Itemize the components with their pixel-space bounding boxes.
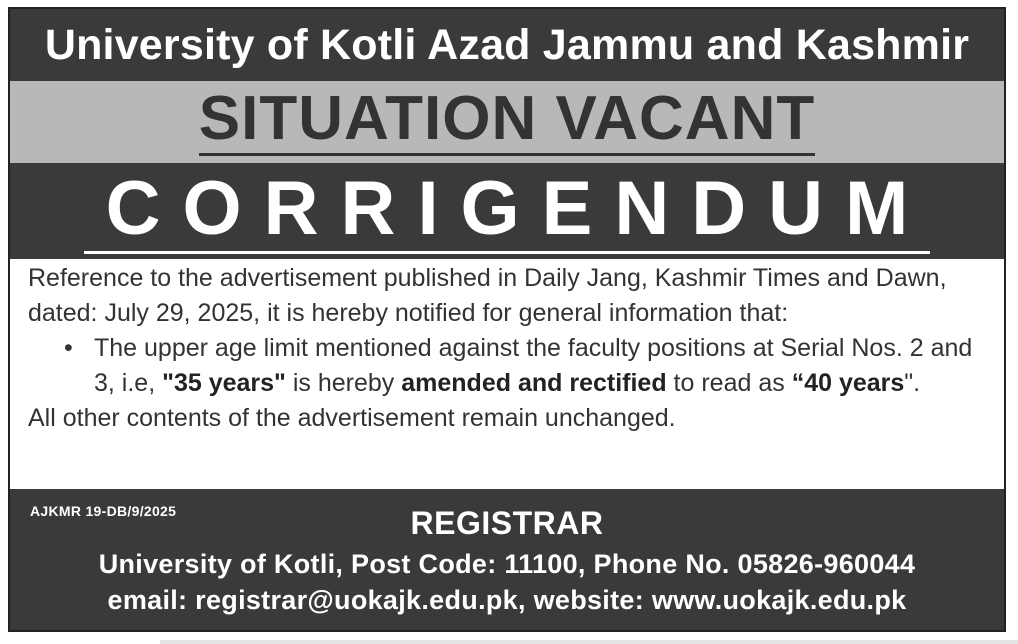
page-edge-strip bbox=[160, 640, 1018, 644]
footer-band bbox=[10, 489, 1004, 630]
bullet-marker: • bbox=[64, 334, 73, 362]
registrar-signatory: REGISTRAR bbox=[410, 505, 604, 541]
corrigendum-band bbox=[10, 163, 1004, 259]
notice-body bbox=[28, 261, 996, 436]
contact-line: email: registrar@uokajk.edu.pk, website: www.uokajk.edu.pk bbox=[107, 585, 907, 615]
bullet-text-part3: to read as bbox=[666, 369, 792, 397]
bullet-text-part4: ". bbox=[904, 369, 921, 397]
corrigendum-heading: CORRIGENDUM bbox=[84, 167, 931, 254]
situation-vacant-heading: SITUATION VACANT bbox=[199, 85, 815, 156]
advertisement bbox=[8, 7, 1006, 632]
bullet-item bbox=[64, 331, 996, 401]
closing-paragraph: All other contents of the advertisement remain unchanged. bbox=[28, 404, 676, 432]
new-age-limit: “40 years bbox=[791, 369, 905, 397]
intro-paragraph: Reference to the advertisement published in Daily Jang, Kashmir Times and Dawn, dated: July 29, 2025, it is hereby notified for general information that: bbox=[28, 264, 947, 327]
address-line: University of Kotli, Post Code: 11100, Phone No. 05826-960044 bbox=[98, 549, 916, 579]
bullet-text-part2: is hereby bbox=[285, 369, 402, 397]
bullet-text bbox=[94, 331, 996, 401]
university-title: University of Kotli Azad Jammu and Kashmir bbox=[10, 9, 1004, 81]
old-age-limit: "35 years" bbox=[162, 369, 286, 397]
amendment-action: amended and rectified bbox=[401, 369, 667, 397]
bullet-text-part1: The upper age limit mentioned against the faculty positions at Serial Nos. 2 and 3, i.e, bbox=[94, 334, 973, 397]
reference-code: AJKMR 19-DB/9/2025 bbox=[30, 503, 177, 519]
situation-band bbox=[10, 81, 1004, 163]
